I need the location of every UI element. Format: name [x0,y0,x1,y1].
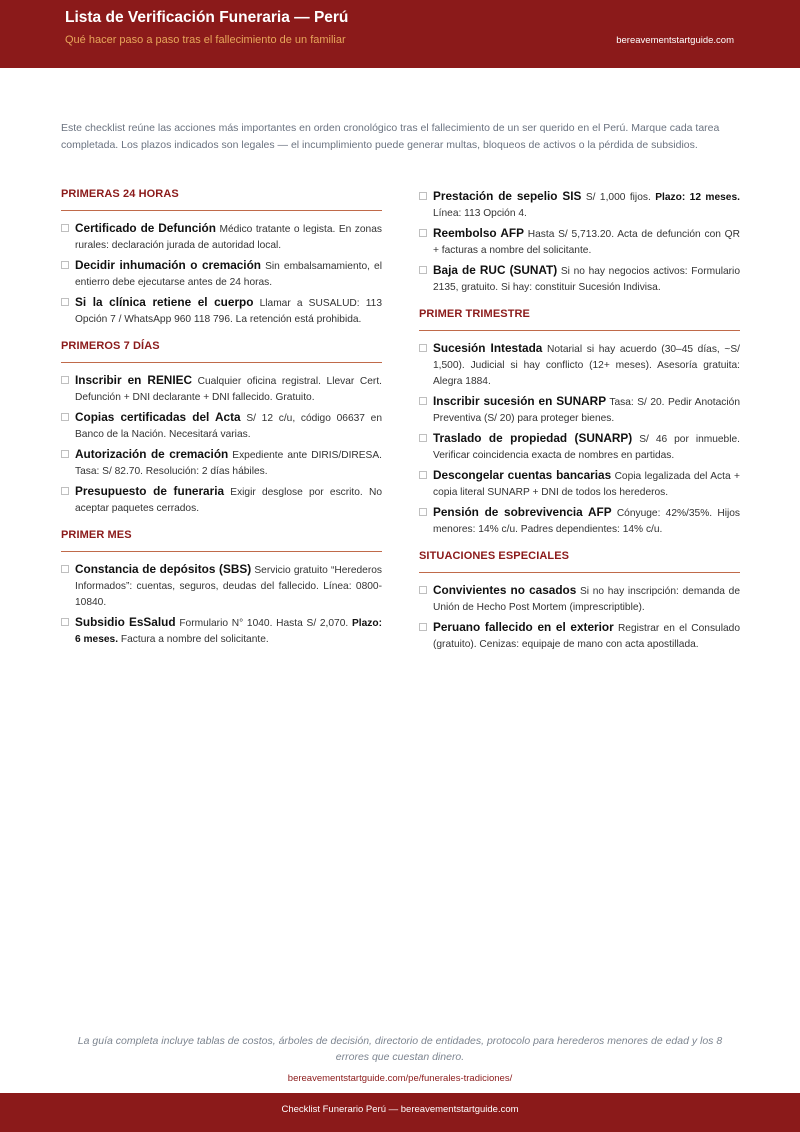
section-primer-mes-continued [419,188,740,296]
item-text: Cónyuge: 42%/35%. Hijos menores: 14% c/u. Padres dependientes: 14% c/u. [433,508,740,535]
header-bar [0,0,800,68]
checklist-item [419,467,740,501]
item-text-extra: Línea: 113 Opción 4. [433,208,527,219]
checkbox[interactable] [419,397,427,405]
checklist-item [419,262,740,296]
item-title: Convivientes no casados [433,583,577,597]
footer-note: La guía completa incluye tablas de costos, árboles de decisión, directorio de entidades, protocolo para herederos menores de edad y los 8 errores que cuestan dinero. [77,1035,723,1063]
checkbox[interactable] [419,266,427,274]
page-subtitle: Qué hacer paso a paso tras el fallecimiento de un familiar [65,34,346,46]
checkbox[interactable] [419,229,427,237]
checkbox[interactable] [419,192,427,200]
section-primeras-24-horas [61,188,382,328]
checkbox[interactable] [419,434,427,442]
checklist-item [419,188,740,222]
checklist-item [61,483,382,517]
checklist-item [61,446,382,480]
item-title: Traslado de propiedad (SUNARP) [433,431,633,445]
item-title: Certificado de Defunción [75,221,216,235]
item-text: Copia legalizada del Acta + copia literal SUNARP + DNI de todos los herederos. [433,471,740,498]
item-title: Pensión de sobrevivencia AFP [433,505,612,519]
checkbox[interactable] [419,623,427,631]
checkbox[interactable] [61,376,69,384]
section-title: PRIMERAS 24 HORAS [61,188,382,211]
section-title: SITUACIONES ESPECIALES [419,550,740,573]
checklist-item [61,372,382,406]
section-title: PRIMEROS 7 DÍAS [61,340,382,363]
item-text: Si no hay negocios activos: Formulario 2135, gratuito. Si hay: constituir Sucesión Indivisa. [433,266,740,293]
checklist-item [61,257,382,291]
item-title: Reembolso AFP [433,226,524,240]
item-title: Inscribir en RENIEC [75,373,192,387]
checklist-item [419,619,740,653]
page-title: Lista de Verificación Funeraria — Perú [65,9,349,26]
checklist-item [419,430,740,464]
right-column [419,188,740,665]
section-primer-trimestre [419,308,740,538]
item-text-extra: Factura a nombre del solicitante. [120,634,269,645]
item-text: Llamar a SUSALUD: 113 Opción 7 / WhatsApp 960 118 796. La retención está prohibida. [75,298,382,325]
checkbox[interactable] [419,586,427,594]
item-text: Médico tratante o legista. En zonas rurales: declaración jurada de autoridad local. [75,224,382,251]
checklist-item [61,409,382,443]
item-title: Peruano fallecido en el exterior [433,620,614,634]
item-text: Tasa: S/ 20. Pedir Anotación Preventiva (S/ 20) para proteger bienes. [433,397,740,424]
section-title: PRIMER MES [61,529,382,552]
checklist-item [419,340,740,390]
item-title: Si la clínica retiene el cuerpo [75,295,254,309]
header-site-link[interactable]: bereavementstartguide.com [616,35,734,46]
section-primer-mes [61,529,382,648]
item-text: Notarial si hay acuerdo (30–45 días, ~S/ 1,500). Judicial si hay conflicto (12+ meses). Asesoría gratuita: Alegra 1884. [433,344,740,387]
bottom-bar-text: Checklist Funerario Perú — bereavementstartguide.com [281,1104,519,1115]
item-text: Registrar en el Consulado (gratuito). Cenizas: equipaje de mano con acta apostillada. [433,623,740,650]
item-title: Presupuesto de funeraria [75,484,225,498]
item-text: Servicio gratuito “Herederos Informados”: cuentas, seguros, deudas del fallecido. Línea: 0800-10840. [75,565,382,608]
checkbox[interactable] [61,565,69,573]
checkbox[interactable] [419,471,427,479]
item-text: S/ 46 por inmueble. Verificar coincidencia exacta de nombres en partidas. [433,434,740,461]
checkbox[interactable] [419,344,427,352]
item-text: Sin embalsamamiento, el entierro debe ejecutarse antes de 24 horas. [75,261,382,288]
checkbox[interactable] [61,261,69,269]
item-text: S/ 1,000 fijos. [585,192,651,203]
section-primeros-7-dias [61,340,382,517]
checklist-item [61,294,382,328]
checklist-item [61,614,382,648]
checklist-item [419,582,740,616]
bottom-bar [0,1093,800,1132]
item-deadline: Plazo: 12 meses. [655,192,740,203]
checkbox[interactable] [61,298,69,306]
checklist-item [61,561,382,611]
item-text: Si no hay inscripción: demanda de Unión de Hecho Post Mortem (imprescriptible). [433,586,740,613]
item-text: Formulario N° 1040. Hasta S/ 2,070. [179,618,349,629]
left-column [61,188,382,660]
checkbox[interactable] [61,450,69,458]
item-text: Exigir desglose por escrito. No aceptar paquetes cerrados. [75,487,382,514]
checkbox[interactable] [61,224,69,232]
item-title: Copias certificadas del Acta [75,410,241,424]
checklist-item [419,504,740,538]
checkbox[interactable] [61,413,69,421]
item-text: S/ 12 c/u, código 06637 en Banco de la Nación. Necesitará varias. [75,413,382,440]
footer-link[interactable]: bereavementstartguide.com/pe/funerales-tradiciones/ [287,1073,513,1084]
item-title: Autorización de cremación [75,447,229,461]
checkbox[interactable] [61,618,69,626]
item-title: Descongelar cuentas bancarias [433,468,612,482]
item-title: Inscribir sucesión en SUNARP [433,394,607,408]
checklist-item [419,393,740,427]
item-title: Sucesión Intestada [433,341,543,355]
checkbox[interactable] [61,487,69,495]
item-title: Baja de RUC (SUNAT) [433,263,558,277]
section-situaciones-especiales [419,550,740,653]
intro-paragraph: Este checklist reúne las acciones más importantes en orden cronológico tras el fallecimiento de un ser querido en el Perú. Marque cada tarea completada. Los plazos indicados son legales — el incumplimiento puede generar multas, bloqueos de activos o la pérdida de subsidios. [61,122,720,151]
item-title: Constancia de depósitos (SBS) [75,562,252,576]
item-text: Hasta S/ 5,713.20. Acta de defunción con QR + facturas a nombre del solicitante. [433,229,740,256]
checklist-item [61,220,382,254]
item-title: Subsidio EsSalud [75,615,176,629]
item-title: Decidir inhumación o cremación [75,258,261,272]
section-title: PRIMER TRIMESTRE [419,308,740,331]
item-text: Cualquier oficina registral. Llevar Cert. Defunción + DNI declarante + DNI fallecido. Gratuito. [75,376,382,403]
checklist-item [419,225,740,259]
item-deadline: Plazo: 6 meses. [75,618,382,645]
checkbox[interactable] [419,508,427,516]
item-title: Prestación de sepelio SIS [433,189,582,203]
item-text: Expediente ante DIRIS/DIRESA. Tasa: S/ 82.70. Resolución: 2 días hábiles. [75,450,382,477]
